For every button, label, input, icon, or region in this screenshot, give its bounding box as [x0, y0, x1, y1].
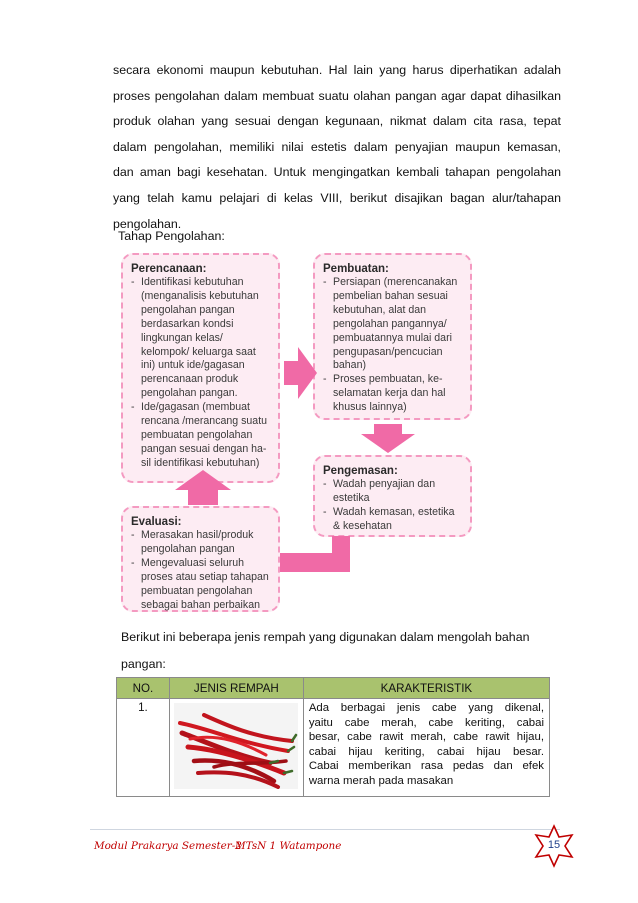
pembuatan-title: Pembuatan:	[323, 263, 389, 275]
intro-line: pangan:	[121, 657, 166, 671]
pengemasan-list	[323, 478, 462, 534]
list-item: - Persiapan (merencanakan pembelian bahan sesuai kebutuhan, alat dan pengolahan pangannya/ pembuatannya mulai dari pengupasan/pencucian bahan)	[323, 276, 462, 373]
footer-divider	[90, 829, 560, 830]
perencanaan-list	[131, 276, 270, 471]
body-line: pengolahan.	[113, 216, 182, 231]
table-header-row	[117, 678, 550, 699]
list-item: - Wadah kemasan, estetika & kesehatan	[323, 506, 462, 534]
row-image-cell	[169, 699, 303, 797]
evaluasi-list	[131, 529, 270, 612]
pembuatan-box	[313, 253, 472, 420]
list-item: - Mengevaluasi seluruh proses atau setiap tahapan pembuatan pengolahan sebagai bahan perbaikan	[131, 557, 270, 613]
perencanaan-title: Perencanaan:	[131, 263, 207, 275]
intro-paragraph	[121, 624, 561, 678]
table-row	[117, 699, 550, 797]
header-karakteristik: KARAKTERISTIK	[303, 678, 549, 699]
list-item: - Wadah penyajian dan estetika	[323, 478, 462, 506]
desc-line: yaitu cabe merah, cabe keriting, cabai	[308, 716, 544, 729]
desc-line: cabai hijau keriting, cabai hijau besar.	[308, 745, 544, 758]
right-arrow-icon	[284, 345, 318, 401]
list-item: - Merasakan hasil/produk pengolahan pangan	[131, 529, 270, 557]
intro-line: Berikut ini beberapa jenis rempah yang digunakan dalam mengolah bahan	[121, 630, 530, 644]
body-paragraph	[113, 58, 561, 237]
pengemasan-title: Pengemasan:	[323, 465, 398, 477]
down-arrow-icon	[360, 424, 416, 454]
body-line: proses pengolahan dalam membuat suatu olahan pangan agar dapat dihasilkan	[113, 88, 561, 103]
header-jenis: JENIS REMPAH	[169, 678, 303, 699]
header-no: NO.	[117, 678, 170, 699]
body-line: secara ekonomi maupun kebutuhan. Hal lain yang harus diperhatikan adalah	[113, 63, 561, 77]
up-arrow-icon	[174, 470, 232, 506]
body-line: yang telah kamu pelajari di kelas VIII, berikut disajikan bagan alur/tahapan	[113, 190, 561, 205]
page-number: 15	[547, 839, 561, 851]
list-item: - Ide/gagasan (membuat rencana /merancang suatu pembuatan pengolahan pangan sesuai dengan ha- sil identifikasi kebutuhan)	[131, 401, 270, 471]
rempah-table	[116, 677, 550, 797]
desc-line: warna merah pada masakan	[308, 774, 454, 787]
desc-line: Ada berbagai jenis cabe yang dikenal,	[308, 702, 544, 714]
perencanaan-box	[121, 253, 280, 483]
body-line: dan aman bagi kesehatan. Untuk mengingatkan kembali tahapan pengolahan	[113, 165, 561, 180]
loop-arrow-icon	[280, 536, 362, 576]
pembuatan-list	[323, 276, 462, 415]
evaluasi-title: Evaluasi:	[131, 516, 182, 528]
chili-pepper-icon	[174, 703, 298, 789]
list-item: - Identifikasi kebutuhan (menganalisis kebutuhan pengolahan pangan berdasarkan kondsi lingkungan kelas/ kelompok/ keluarga saat ini) untuk ide/gagasan perencanaan produk pengolahan pangan.	[131, 276, 270, 401]
desc-line: besar, cabe rawit merah, cabe rawit hijau,	[308, 731, 544, 744]
list-item: - Proses pembuatan, ke- selamatan kerja dan hal khusus lainnya)	[323, 373, 462, 415]
body-line: dalam pengolahan, memiliki nilai estetis dalam penyajian maupun kemasan,	[113, 139, 561, 154]
evaluasi-box	[121, 506, 280, 612]
body-line: produk olahan yang sesuai dengan kegunaan, nikmat dalam cita rasa, tepat	[113, 114, 561, 129]
footer-module-title: Modul Prakarya Semester-2	[94, 840, 242, 852]
row-description	[303, 699, 549, 797]
desc-line: Cabai memberikan rasa pedas dan efek	[308, 760, 544, 773]
footer-school: MTsN 1 Watampone	[235, 840, 342, 852]
row-no: 1.	[117, 699, 170, 797]
pengemasan-box	[313, 455, 472, 537]
section-heading: Tahap Pengolahan:	[118, 229, 225, 243]
